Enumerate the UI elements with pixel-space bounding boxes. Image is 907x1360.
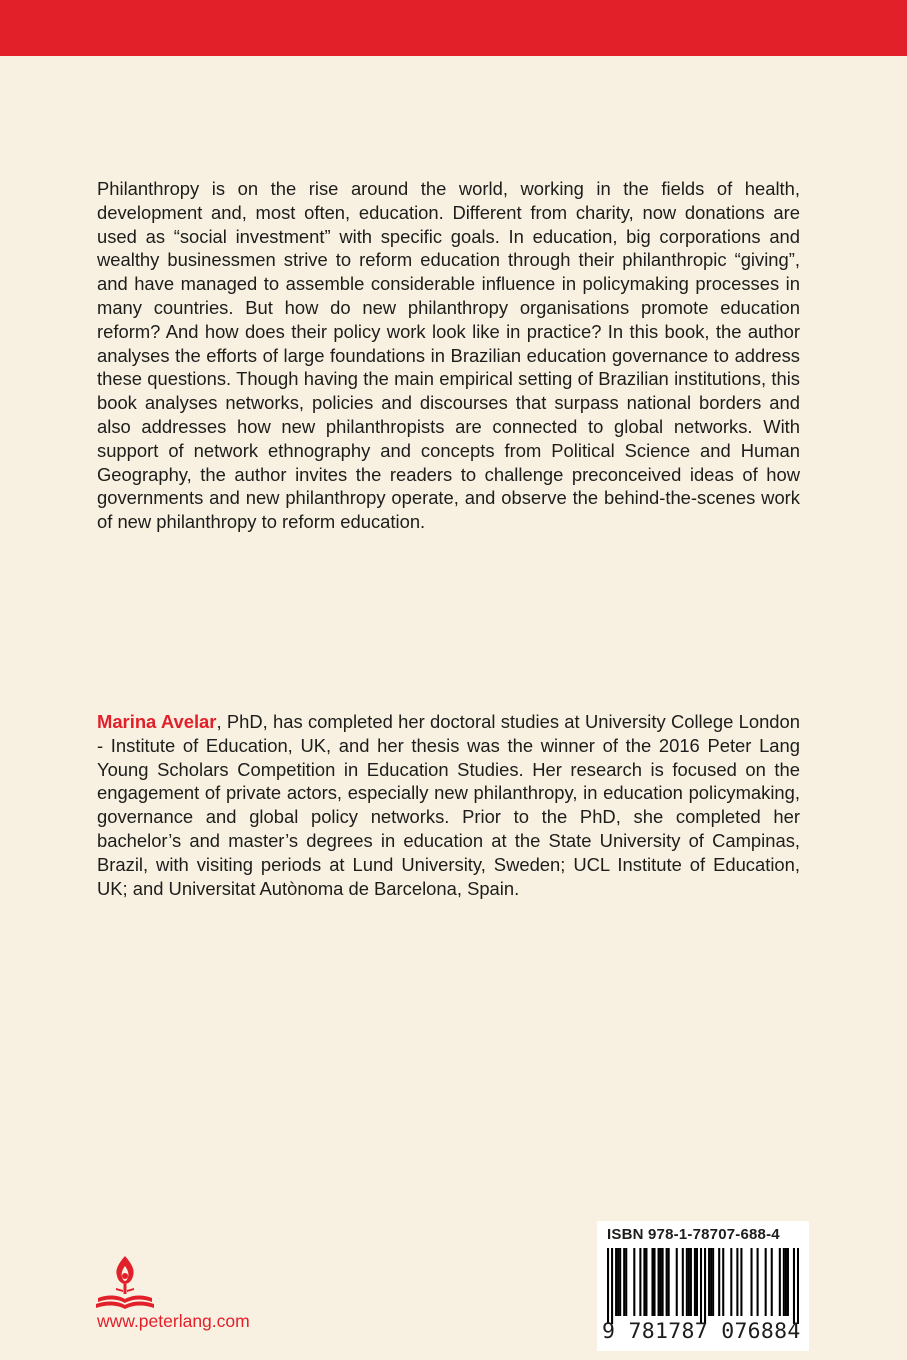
barcode-bar [700,1248,702,1324]
barcode-bar [639,1248,641,1316]
barcode-bar [611,1248,613,1324]
barcode-bar [668,1248,670,1316]
barcode-bar [694,1248,696,1316]
barcode-bar [658,1248,660,1316]
author-name: Marina Avelar [97,711,217,732]
barcode-bar [633,1248,635,1316]
barcode-bar [696,1248,698,1316]
barcode-bar [712,1248,714,1316]
barcode-bar [750,1248,752,1316]
publisher-website-link[interactable]: www.peterlang.com [97,1311,250,1331]
barcode-bar [722,1248,724,1316]
barcode-bar [783,1248,785,1316]
barcode-bar [651,1248,653,1316]
barcode-bar [645,1248,647,1316]
barcode-bar [797,1248,799,1324]
barcode-bar [607,1248,609,1324]
barcode-bar [736,1248,738,1316]
barcode-bar [757,1248,759,1316]
author-bio-text: , PhD, has completed her doctoral studies at University College London - Institute of Education, UK, and her thesis was the winner of the 2016 Peter Lang Young Scholars Competition in Education Studies. Her research is focused on the engagement of private actors, especially new philanthropy, in education policymaking, governance and global policy networks. Prior to the PhD, she completed her bachelor’s and master’s degrees in education at the State University of Campinas, Brazil, with visiting periods at Lund University, Sweden; UCL Institute of Education, UK; and Universitat Autònoma de Barcelona, Spain. [97,711,800,899]
isbn-barcode-box [597,1221,809,1351]
top-color-band [0,0,907,56]
barcode-bar [623,1248,625,1316]
barcode-bar [710,1248,712,1316]
barcode-bar [666,1248,668,1316]
barcode-bar [615,1248,617,1316]
barcode-bars [607,1248,799,1324]
barcode-bar [708,1248,710,1316]
author-bio [97,710,800,900]
barcode-bar [785,1248,787,1316]
isbn-label: ISBN 978-1-78707-688-4 [607,1226,780,1243]
peter-lang-logo-icon [94,1254,156,1314]
barcode-bar [765,1248,767,1316]
barcode-bar [771,1248,773,1316]
barcode-bar [718,1248,720,1316]
barcode-bar [625,1248,627,1316]
barcode-bar [787,1248,789,1316]
barcode-bar [704,1248,706,1324]
barcode-bar [643,1248,645,1316]
barcode-bar [688,1248,690,1316]
barcode-bar [686,1248,688,1316]
barcode-bar [779,1248,781,1316]
barcode-bar [617,1248,619,1316]
barcode-bar [740,1248,742,1316]
barcode-digits: 9 781787 076884 [602,1319,801,1344]
barcode-bar [660,1248,662,1316]
book-blurb: Philanthropy is on the rise around the world, working in the fields of health, development and, most often, education. Different from charity, now donations are used as “social investment” with specific goals. In education, big corporations and wealthy businessmen strive to reform education through their philanthropic “giving”, and have managed to assemble considerable influence in policymaking processes in many countries. But how do new philanthropy organisations promote education reform? And how does their policy work look like in practice? In this book, the author analyses the efforts of large foundations in Brazilian education governance to address these questions. Though having the main empirical setting of Brazilian institutions, this book analyses networks, policies and discourses that surpass national borders and also addresses how new philanthropists are connected to global networks. With support of network ethnography and concepts from Political Science and Human Geography, the author invites the readers to challenge preconceived ideas of how governments and new philanthropy operate, and observe the behind-the-scenes work of new philanthropy to reform education. [97,178,800,533]
barcode-bar [793,1248,795,1324]
barcode-bar [676,1248,678,1316]
barcode-bar [662,1248,664,1316]
barcode-bar [619,1248,621,1316]
barcode-bar [690,1248,692,1316]
barcode-bar [682,1248,684,1316]
barcode-bar [653,1248,655,1316]
barcode-bar [730,1248,732,1316]
